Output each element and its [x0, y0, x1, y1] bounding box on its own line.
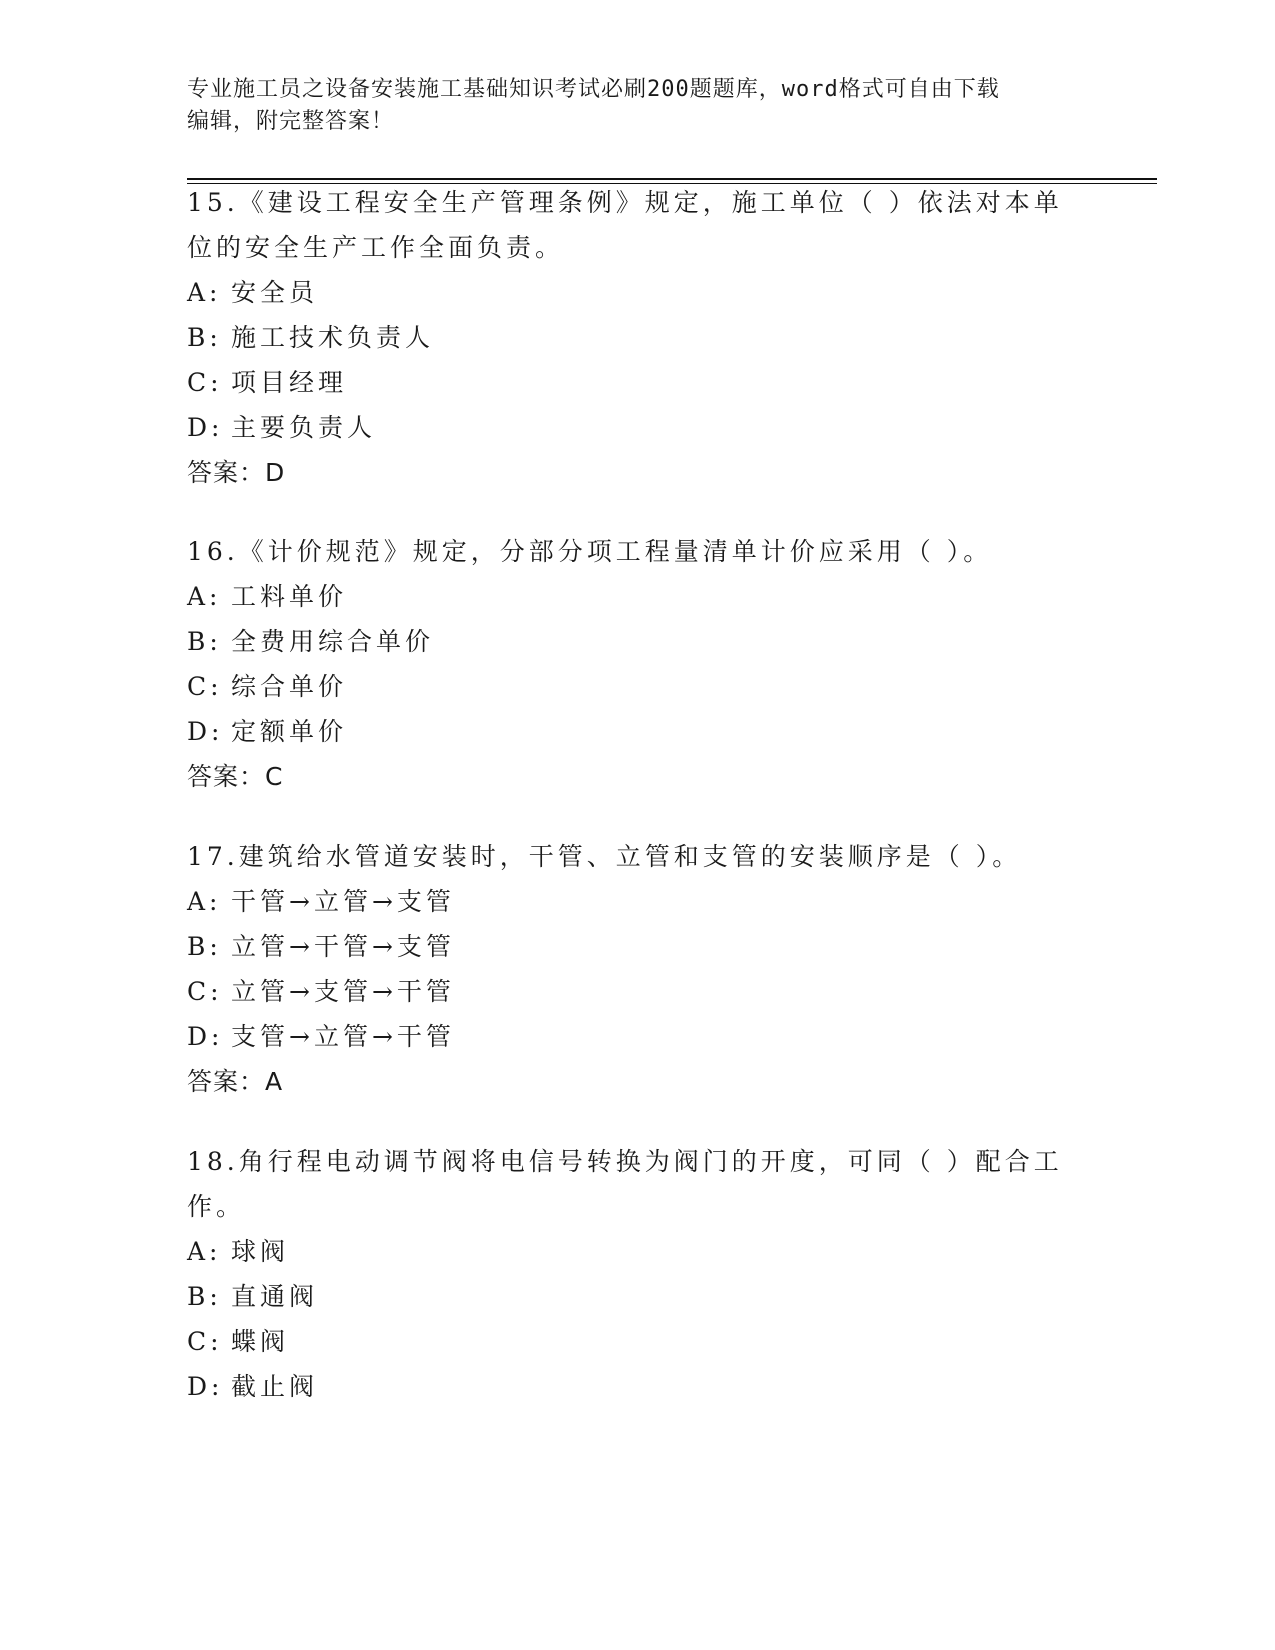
option-letter: C:: [187, 977, 223, 1006]
answer-line: 答案：A: [187, 1067, 284, 1096]
option-d: [187, 1364, 1087, 1409]
question-stem-continued: 位的安全生产工作全面负责。: [187, 233, 565, 262]
option-text: 立管→干管→支管: [231, 932, 455, 961]
question-15: [187, 180, 1087, 495]
header-line-2: 编辑，附完整答案！: [187, 109, 395, 134]
option-letter: B:: [187, 323, 222, 352]
question-stem: 16.《计价规范》规定，分部分项工程量清单计价应采用（ ）。: [187, 537, 993, 566]
option-c: [187, 360, 1087, 405]
option-text: 截止阀: [231, 1372, 319, 1401]
option-letter: D:: [187, 413, 224, 442]
option-b: [187, 1274, 1087, 1319]
option-text: 项目经理: [231, 368, 348, 397]
option-text: 干管→立管→支管: [231, 887, 455, 916]
option-letter: A:: [187, 887, 222, 916]
option-letter: A:: [187, 582, 222, 611]
option-letter: B:: [187, 1282, 222, 1311]
option-letter: C:: [187, 1327, 223, 1356]
answer-line: 答案：D: [187, 458, 286, 487]
option-letter: D:: [187, 1022, 224, 1051]
question-stem: 17.建筑给水管道安装时，干管、立管和支管的安装顺序是（ ）。: [187, 842, 1022, 871]
option-letter: D:: [187, 717, 224, 746]
option-a: [187, 1229, 1087, 1274]
answer-line: 答案：C: [187, 762, 284, 791]
option-text: 定额单价: [231, 717, 348, 746]
option-letter: B:: [187, 627, 222, 656]
option-d: [187, 1014, 1087, 1059]
option-c: [187, 664, 1087, 709]
option-a: [187, 879, 1087, 924]
option-a: [187, 574, 1087, 619]
header-line-1: 专业施工员之设备安装施工基础知识考试必刷200题题库，word格式可自由下载: [187, 77, 1000, 102]
option-text: 施工技术负责人: [231, 323, 435, 352]
option-d: [187, 709, 1087, 754]
option-text: 立管→支管→干管: [231, 977, 455, 1006]
option-b: [187, 924, 1087, 969]
option-letter: B:: [187, 932, 222, 961]
option-letter: D:: [187, 1372, 224, 1401]
option-b: [187, 315, 1087, 360]
option-text: 综合单价: [231, 672, 348, 701]
option-text: 支管→立管→干管: [231, 1022, 455, 1051]
option-letter: C:: [187, 368, 223, 397]
option-text: 安全员: [231, 278, 319, 307]
question-stem: 18.角行程电动调节阀将电信号转换为阀门的开度，可同（ ）配合工: [187, 1147, 1063, 1176]
option-letter: A:: [187, 1237, 222, 1266]
question-17: [187, 834, 1087, 1104]
question-18: [187, 1139, 1087, 1409]
document-page: [187, 0, 1157, 1650]
question-stem-continued: 作。: [187, 1192, 246, 1221]
option-a: [187, 270, 1087, 315]
option-text: 球阀: [231, 1237, 290, 1266]
document-header: [187, 74, 1087, 138]
option-b: [187, 619, 1087, 664]
question-stem: 15.《建设工程安全生产管理条例》规定，施工单位（ ）依法对本单: [187, 188, 1063, 217]
question-16: [187, 529, 1087, 799]
option-text: 蝶阀: [231, 1327, 290, 1356]
option-text: 全费用综合单价: [231, 627, 435, 656]
option-text: 工料单价: [231, 582, 348, 611]
option-text: 直通阀: [231, 1282, 319, 1311]
option-c: [187, 969, 1087, 1014]
option-d: [187, 405, 1087, 450]
option-letter: A:: [187, 278, 222, 307]
option-letter: C:: [187, 672, 223, 701]
option-text: 主要负责人: [231, 413, 377, 442]
option-c: [187, 1319, 1087, 1364]
